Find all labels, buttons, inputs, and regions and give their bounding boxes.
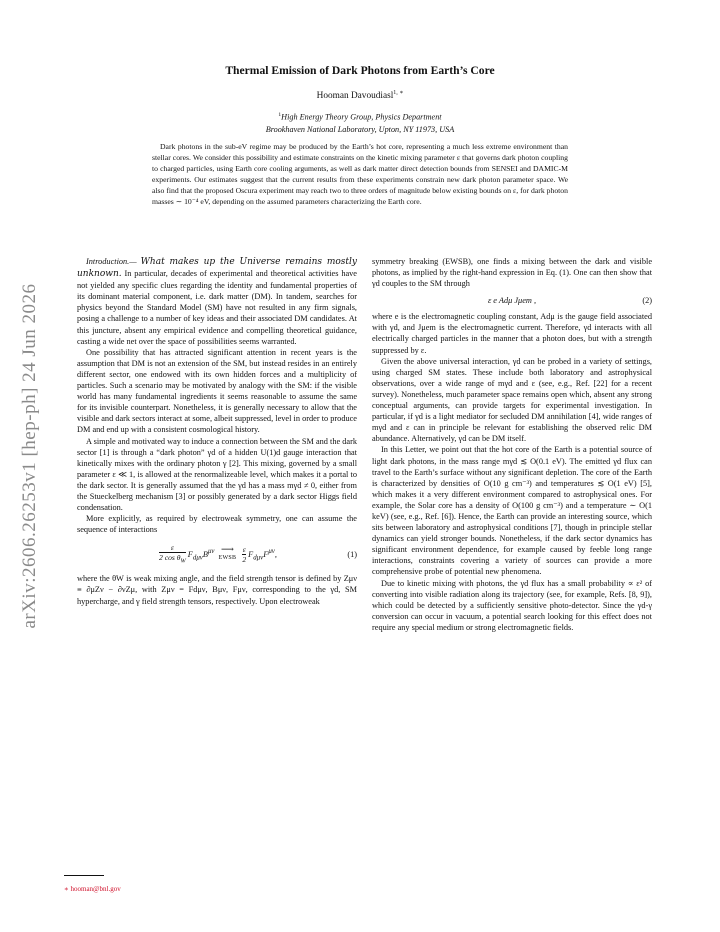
section-heading: Introduction.—: [86, 257, 137, 266]
equation-body: ε e Adμ Jμem ,: [487, 295, 537, 305]
equation-label: EWSB: [218, 554, 237, 561]
paragraph: where e is the electromagnetic coupling constant, Adμ is the gauge field associated with γd, and Jμem is the electromagnetic current. Therefore, γd interacts with all electrically charged particles in the manner that a photon does, but with a strength suppressed by ε.: [372, 312, 652, 355]
right-column: [372, 256, 652, 633]
intro-script-phrase: What makes up the Universe remains mostly unknown.: [77, 257, 358, 280]
paragraph: Due to kinetic mixing with photons, the γd flux has a small probability ∝ ε² of converting into visible radiation along its trajectory (see, for example, Refs. [8, 9]), which could be detected by a sufficiently sensitive photo-detector. Since the γd-γ conversion can occur in vacuum, a potential search looking for this effect does not require any special medium or strong electromagnetic fields.: [372, 578, 652, 632]
abstract: Dark photons in the sub-eV regime may be produced by the Earth’s hot core, representing a much less extreme environment than stellar cores. We consider this possibility and estimate constraints on the kinetic mixing parameter ε that governs dark photon coupling to charged particles, using Earth core cooling arguments, as well as dark matter direct detection bounds from SENSEI and DAMIC-M experiments. Our estimates suggest that the current results from these experiments constrain new dark photon parameter space. We also find that the proposed Oscura experiment may reach two to three orders of magnitude below existing bounds on ε, for dark photon masses ∼ 10⁻⁴ eV, depending on the assumed parameters characterizing the Earth core.: [152, 142, 568, 207]
affiliation: [0, 109, 720, 137]
arxiv-stamp: [10, 256, 50, 656]
affiliation-line-2: Brookhaven National Laboratory, Upton, NY 11973, USA: [265, 125, 455, 135]
paragraph: Given the above universal interaction, γd can be probed in a variety of settings, using charged SM states. These include both laboratory and astrophysical observations, over a wide range of mγd and ε (see, e.g., Ref. [22] for a recent survey). Nonetheless, much parameter space remains open which, absent any strong conceptual arguments, can provide targets for experimental investigation. In particular, if γd is a light mediator for secluded DM annihilation [4], wide ranges of mγd and ε can in principle be relevant for establishing the observed relic DM abundance. Alternatively, γd can be DM itself.: [372, 356, 652, 444]
footnote-rule: [64, 875, 104, 876]
paragraph: More explicitly, as required by electroweak symmetry, one can assume the sequence of interactions: [77, 514, 357, 535]
equation-number: (1): [347, 549, 357, 559]
paragraph: One possibility that has attracted significant attention in recent years is the assumption that DM is not an extension of the SM, but instead resides in an entirely different sector, one endowed with its own hidden forces and a multiplicity of particles. Such a scenario may be motivated by analogy with the SM: if the visible world has many fundamental ingredients it seems reasonable to assume the same for its invisible counterpart. Nonetheless, it is generally necessary to allow that the visible and dark sectors interact at some, albeit suppressed, level in order to produce DM and end up with a consistent cosmological history.: [77, 347, 357, 435]
intro-paragraph: Introduction.— What makes up the Universe remains mostly unknown. In particular, decades of experimental and theoretical activities have not yielded any specific clues regarding the identity and fundamental properties of its dominant material component, i.e. dark matter (DM). In tandem, searches for physics beyond the Standard Model (SM) have not resulted in any firm signals, posing a challenge to a number of key ideas and their associated DM candidates. At this juncture, absent any empirical evidence and compelling theoretical guidance, casting a wide net over the space of possibilities seems warranted.: [77, 257, 358, 346]
paragraph: A simple and motivated way to induce a connection between the SM and the dark sector [1] is through a “dark photon” γd of a hidden U(1)d gauge interaction that kinetically mixes with the ordinary photon γ [2]. This mixing, governed by a small parameter ε ≪ 1, is allowed at the renormalizeable level, which makes it a portal to the dark sector. It is generally assumed that the γd has a mass mγd ≠ 0, either from the Stueckelberg mechanism [3] or possibly generated by a dark sector Higgs field condensation.: [77, 436, 357, 513]
author-line: [0, 89, 720, 101]
paper-title: Thermal Emission of Dark Photons from Earth’s Core: [225, 64, 495, 77]
left-column: [77, 256, 357, 607]
footnote-email-link[interactable]: ∗ hooman@bnl.gov: [64, 885, 121, 893]
paragraph: In this Letter, we point out that the hot core of the Earth is a potential source of light dark photons, in the mass range mγd ≲ O(0.1 eV). The emitted γd flux can travel to the Earth’s surface without any significant depletion. The core of the Earth is characterized by densities of O(10 g cm⁻³) and temperatures ≲ O(1 eV) [5], which makes it a very different environment compared to astrophysical ones. For example, the Solar core has a density of O(100 g cm⁻³) and a temperature ∼ O(1 keV) (see, e.g., Ref. [6]). Hence, the Earth can provide an interesting source, which sits between laboratory and astrophysical conditions [7], though in principle stellar dynamics can yield stronger bounds. Nonetheless, if the dark sector dynamics has significant environment dependence, for example caused by feeble long range interactions, constraints covering a variety of sources can provide a more comprehensive probe of potential new phenomena.: [372, 445, 652, 577]
paragraph: symmetry breaking (EWSB), one finds a mixing between the dark and visible photons, as implied by the right-hand expression in Eq. (1). One can then show that γd couples to the SM through: [372, 257, 652, 289]
affiliation-mark: 1: [278, 112, 282, 118]
paragraph: where the θW is weak mixing angle, and the field strength tensor is defined by Zμν ≡ ∂μZν − ∂νZμ, with Zμν = Fdμν, Bμν, Fμν, corresponding to the γd, SM hypercharge, and γ field strength tensors, respectively. Upon electroweak: [77, 574, 357, 606]
equation-1: $\frac{\varepsilon}{2 \cos \theta_W}$ $F_{d\mu\nu}B^{\mu\nu}$ ⟶ EWSB $\frac{\varepsilon}{2}$ $F_{d\mu\nu}F^{\mu\nu}$, (1): [159, 543, 357, 565]
author-marks: 1, ∗: [393, 90, 404, 96]
arxiv-id: arXiv:2606.26253v1 [hep-ph] 24 Jun 2026: [19, 283, 40, 629]
author-name: Hooman Davoudiasl: [316, 91, 394, 102]
equation-number: (2): [642, 295, 652, 305]
affiliation-line-1: $^1$High Energy Theory Group, Physics Department: [278, 112, 442, 122]
equation-2: [372, 289, 652, 311]
